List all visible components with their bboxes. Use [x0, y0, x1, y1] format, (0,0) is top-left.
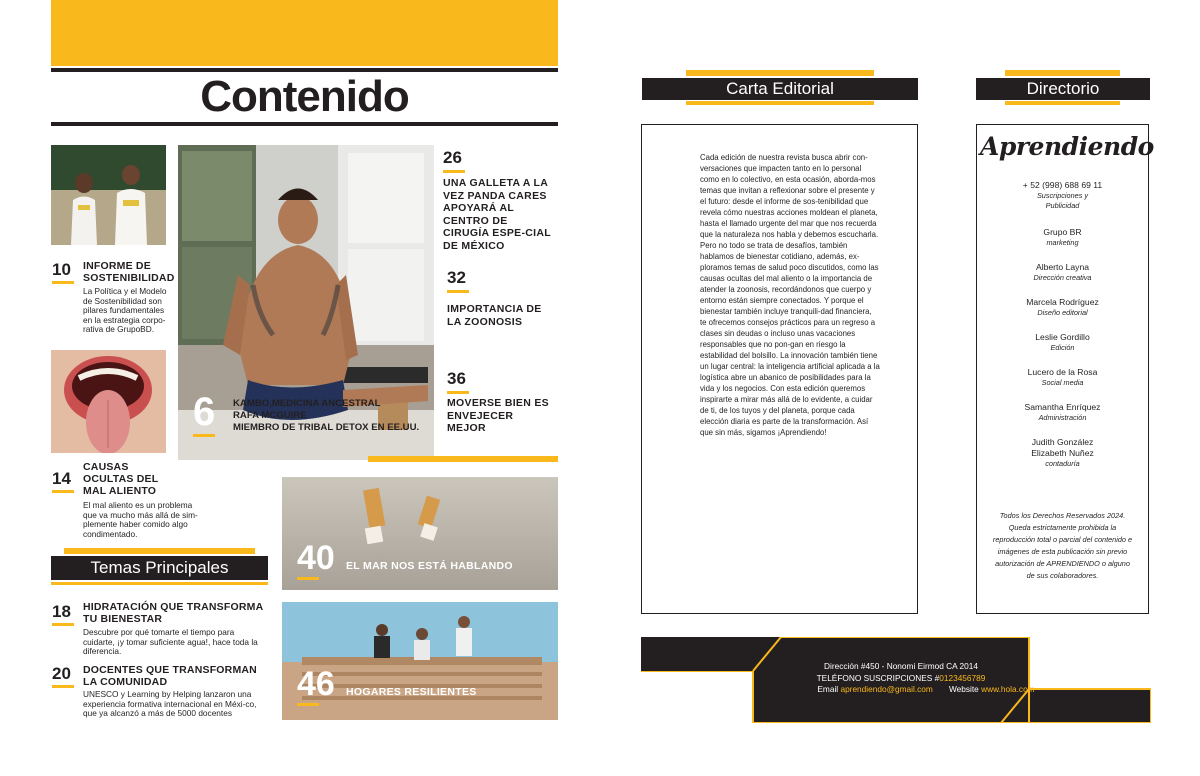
footer-phone-label: TELÉFONO SUSCRIPCIONES #	[816, 672, 940, 683]
item-title[interactable]: HIDRATACIÓN QUE TRANSFORMA TU BIENESTAR	[83, 601, 263, 625]
item-title[interactable]: CAUSAS OCULTAS DEL MAL ALIENTO	[83, 461, 159, 497]
directory-name: Leslie Gordillo	[1035, 332, 1090, 342]
label-underline	[686, 101, 874, 105]
label-accent	[1005, 70, 1120, 76]
number-underline	[447, 391, 469, 394]
item-number: 14	[52, 469, 71, 488]
footer-contact-line	[801, 684, 1051, 696]
item-number: 10	[52, 260, 71, 279]
banner-accent	[64, 548, 255, 554]
directory-name: Samantha Enríquez	[1024, 402, 1101, 412]
award-photo	[51, 145, 166, 245]
page-title: Contenido	[200, 72, 409, 121]
feature-line: KAMBO,MEDICINA ANCESTRAL	[233, 398, 381, 409]
directory-entry	[980, 367, 1145, 402]
directory-name: Lucero de la Rosa	[1027, 367, 1098, 377]
directory-role: Suscripciones y Publicidad	[1036, 191, 1089, 210]
header-color-block	[51, 0, 558, 66]
number-underline	[297, 577, 319, 580]
directory-name: + 52 (998) 688 69 11	[1022, 180, 1103, 190]
item-number: 20	[52, 664, 71, 683]
brand-logo: Aprendiendo	[980, 132, 1154, 161]
carta-editorial-label: Carta Editorial	[642, 78, 918, 100]
directory-entry	[980, 402, 1145, 437]
item-title[interactable]: UNA GALLETA A LA VEZ PANDA CARES APOYARÁ AL CENTRO DE CIRUGÍA ESPE-CIAL DE MÉXICO	[443, 177, 551, 252]
feature-title[interactable]: HOGARES RESILIENTES	[346, 686, 477, 698]
directory-entry	[980, 332, 1145, 367]
item-description: UNESCO y Learning by Helping lanzaron una experiencia formativa internacional en Méxi-co, que ya alcanzó a más de 5000 docentes	[83, 689, 257, 719]
label-accent	[686, 70, 874, 76]
directory-role: marketing	[1046, 238, 1079, 247]
temas-principales-label: Temas Principales	[51, 556, 268, 580]
feature-line: RAFA MCGUIRE	[233, 410, 307, 421]
directory-role: Diseño editorial	[1037, 308, 1088, 317]
footer-address: Dirección #450 - Nonomi Eirmod CA 2014	[823, 661, 979, 671]
number-underline	[52, 623, 74, 626]
directory-entry	[980, 227, 1145, 262]
directory-list	[980, 180, 1145, 477]
feature-number: 40	[297, 539, 335, 577]
feature-line: MIEMBRO DE TRIBAL DETOX EN EE.UU.	[233, 422, 420, 433]
directory-name: Grupo BR	[1043, 227, 1082, 237]
number-underline	[52, 281, 74, 284]
item-title[interactable]: INFORME DE SOSTENIBILIDAD	[83, 260, 175, 284]
item-title[interactable]: DOCENTES QUE TRANSFORMAN LA COMUNIDAD	[83, 664, 257, 688]
footer-phone-line	[751, 673, 1051, 685]
directory-entry	[980, 180, 1145, 215]
item-description: La Política y el Modelo de Sostenibilidad son pilares fundamentales en la estrategia corpo-rativa de GrupoBD.	[83, 286, 167, 335]
directory-name: Alberto Layna	[1035, 262, 1090, 272]
directory-entry	[980, 437, 1145, 477]
directory-name: Marcela Rodríguez	[1026, 297, 1099, 307]
footer-website-link[interactable]: www.hola.com	[981, 684, 1035, 694]
number-underline	[443, 170, 465, 173]
contact-footer	[641, 637, 1151, 723]
feature-number: 46	[297, 665, 335, 703]
footer-website-label: Website	[948, 684, 979, 694]
item-number: 32	[447, 268, 466, 287]
label-underline	[1005, 101, 1120, 105]
directory-role: Social media	[1041, 378, 1084, 387]
footer-text	[751, 661, 1051, 696]
tongue-photo	[51, 350, 166, 453]
item-description: Descubre por qué tomarte el tiempo para cuidarte, ¡y tomar suficiente agua!, hace toda la diferencia.	[83, 627, 258, 657]
footer-email-label: Email	[817, 684, 839, 694]
item-number: 26	[443, 148, 462, 167]
accent-bar	[368, 456, 558, 462]
item-description: El mal aliento es un problema que va mucho más allá de sim-plemente haber comido algo condimentado.	[83, 500, 198, 539]
footer-phone[interactable]: 0123456789	[939, 672, 986, 683]
number-underline	[193, 434, 215, 437]
directory-role: Dirección creativa	[1033, 273, 1092, 282]
directory-name: Judith González Elizabeth Nuñez	[1031, 437, 1094, 458]
feature-number: 6	[193, 390, 216, 434]
item-number: 18	[52, 602, 71, 621]
feature-title[interactable]: EL MAR NOS ESTÁ HABLANDO	[346, 560, 513, 572]
number-underline	[447, 290, 469, 293]
directory-role: Administración	[1038, 413, 1087, 422]
number-underline	[52, 490, 74, 493]
number-underline	[297, 703, 319, 706]
rights-notice: Todos los Derechos Reservados 2024. Queda estrictamente prohibida la reproducción total o parcial del contenido e imágenes de esta publicación sin previo autorización de APRENDIENDO o alguno de sus colaboradores.	[992, 511, 1133, 580]
footer-email-link[interactable]: aprendiendo@gmail.com	[840, 684, 933, 694]
number-underline	[52, 685, 74, 688]
directorio-label: Directorio	[976, 78, 1150, 100]
editorial-text: Cada edición de nuestra revista busca abrir con-versaciones que impacten tanto en lo personal como en lo colectivo, en esta ocasión, aborda-mos temas que invitan a reflexionar sobre el presente y el futuro: desde el informe de sos-tenibilidad que revela cómo nuestras acciones moldean el planeta, hasta el llamado urgente del mar que nos recuerda que la naturaleza nos habla y debemos escucharla. Pero no todo se trata de desafíos, también hablamos de bienestar cotidiano, además, ex-ploramos temas de salud poco discutidos, como las causas ocultas del mal aliento o la importancia de atender la zoonosis, recordándonos que cuerpo y entorno están siempre conectados. Y porque el bienestar también incluye tranquili-dad financiera, te ofrecemos consejos prácticos para un regreso a clases sin deudas o incluso unas vacaciones responsables que no pon-gan en riesgo la estabilidad del bolsillo. La innovación también tiene un lugar central: la inteligencia artificial aplicada a la logística abre un abanico de posibilidades para la vida y los negocios. Con esta edición queremos inspirarte a mirar más allá de lo evidente, a cuidar de ti, de los tuyos y del planeta, porque cada elección diaria es parte de la transformación. Así que sin más, sigamos ¡Aprendiendo!	[700, 153, 880, 437]
feature-title[interactable]	[233, 398, 443, 434]
item-title[interactable]: IMPORTANCIA DE LA ZOONOSIS	[447, 303, 542, 328]
directory-entry	[980, 297, 1145, 332]
title-rule-bottom	[51, 122, 558, 126]
item-title[interactable]: MOVERSE BIEN ES ENVEJECER MEJOR	[447, 397, 549, 434]
directory-role: contaduría	[1045, 459, 1080, 468]
directory-role: Edición	[1050, 343, 1075, 352]
item-number: 36	[447, 369, 466, 388]
banner-underline	[51, 582, 268, 585]
directory-entry	[980, 262, 1145, 297]
